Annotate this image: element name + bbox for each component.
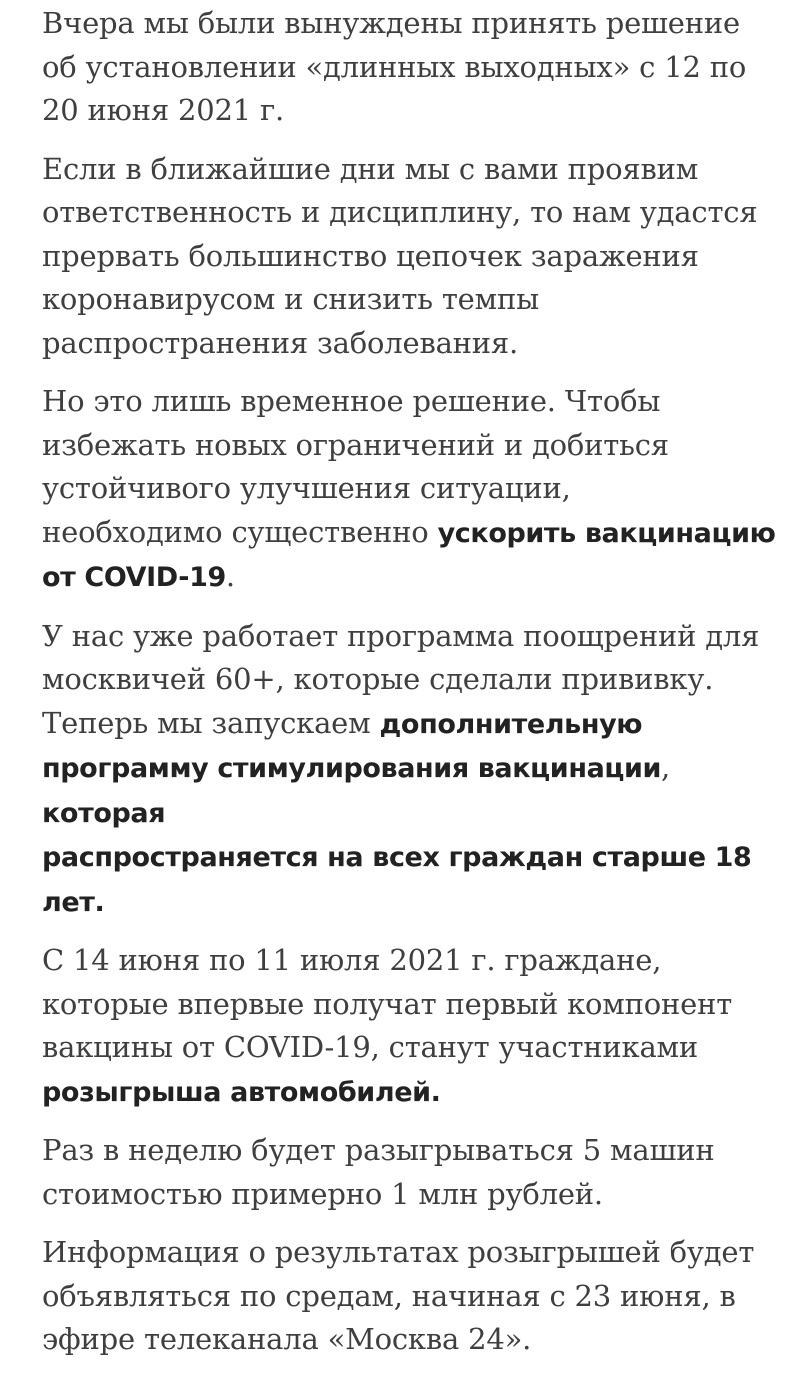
text-run: об установлении «длинных выходных» с 12 по: [42, 49, 747, 84]
text-run: эфире телеканала «Москва 24».: [42, 1322, 532, 1356]
text-run: коронавирусом и снизить темпы: [42, 282, 539, 316]
text-run: ответственность и дисциплину, то нам удастся: [42, 195, 758, 229]
text-run: Но это лишь временное решение. Чтобы: [42, 384, 661, 418]
bold-text-run: розыгрыша автомобилей.: [42, 1076, 441, 1108]
text-run: 20 июня 2021 г.: [42, 93, 284, 127]
paragraph-incentive-program: [42, 615, 782, 925]
paragraph-long-weekend: [42, 2, 782, 133]
text-run: У нас уже работает программа поощрений для: [42, 618, 760, 653]
paragraph-results-info: [42, 1231, 782, 1362]
paragraph-car-lottery: [42, 939, 782, 1114]
bold-text-run: от COVID-19: [42, 562, 226, 593]
bold-text-run: дополнительную: [379, 708, 643, 740]
article-body: [42, 0, 782, 1377]
text-run: стоимостью примерно 1 млн рублей.: [42, 1176, 603, 1211]
text-run: распространения заболевания.: [42, 325, 519, 360]
text-run: избежать новых ограничений и добиться: [42, 427, 669, 462]
text-run: Информация о результатах розыгрышей будет: [42, 1235, 755, 1269]
bold-text-run: ускорить вакцинацию: [437, 517, 776, 549]
bold-text-run: программу стимулирования вакцинации: [42, 753, 662, 784]
text-run: .: [225, 559, 235, 593]
text-run: Теперь мы запускаем: [42, 705, 380, 740]
text-run: прервать большинство цепочек заражения: [42, 238, 699, 273]
text-run: Раз в неделю будет разыгрываться 5 машин: [42, 1133, 715, 1167]
bold-text-run: которая: [42, 797, 166, 829]
text-run: которые впервые получат первый компонент: [42, 986, 733, 1021]
text-run: объявляться по средам, начиная с 23 июня, в: [42, 1278, 736, 1313]
paragraph-vaccination-speedup: [42, 380, 782, 600]
text-run: С 14 июня по 11 июля 2021 г. граждане,: [42, 943, 662, 977]
text-run: необходимо существенно: [42, 514, 438, 549]
bold-text-run: распространяется на всех граждан старше 18 лет.: [42, 842, 752, 918]
text-run: вакцины от COVID-19, станут участниками: [42, 1030, 699, 1064]
paragraph-responsibility: [42, 148, 782, 366]
text-run: Вчера мы были вынуждены принять решение: [42, 6, 740, 40]
text-run: ,: [661, 750, 671, 784]
text-run: Если в ближайшие дни мы с вами проявим: [42, 151, 699, 186]
text-run: москвичей 60+, которые сделали прививку.: [42, 662, 714, 696]
text-run: устойчивого улучшения ситуации,: [42, 471, 571, 505]
paragraph-weekly-draw: [42, 1129, 782, 1216]
